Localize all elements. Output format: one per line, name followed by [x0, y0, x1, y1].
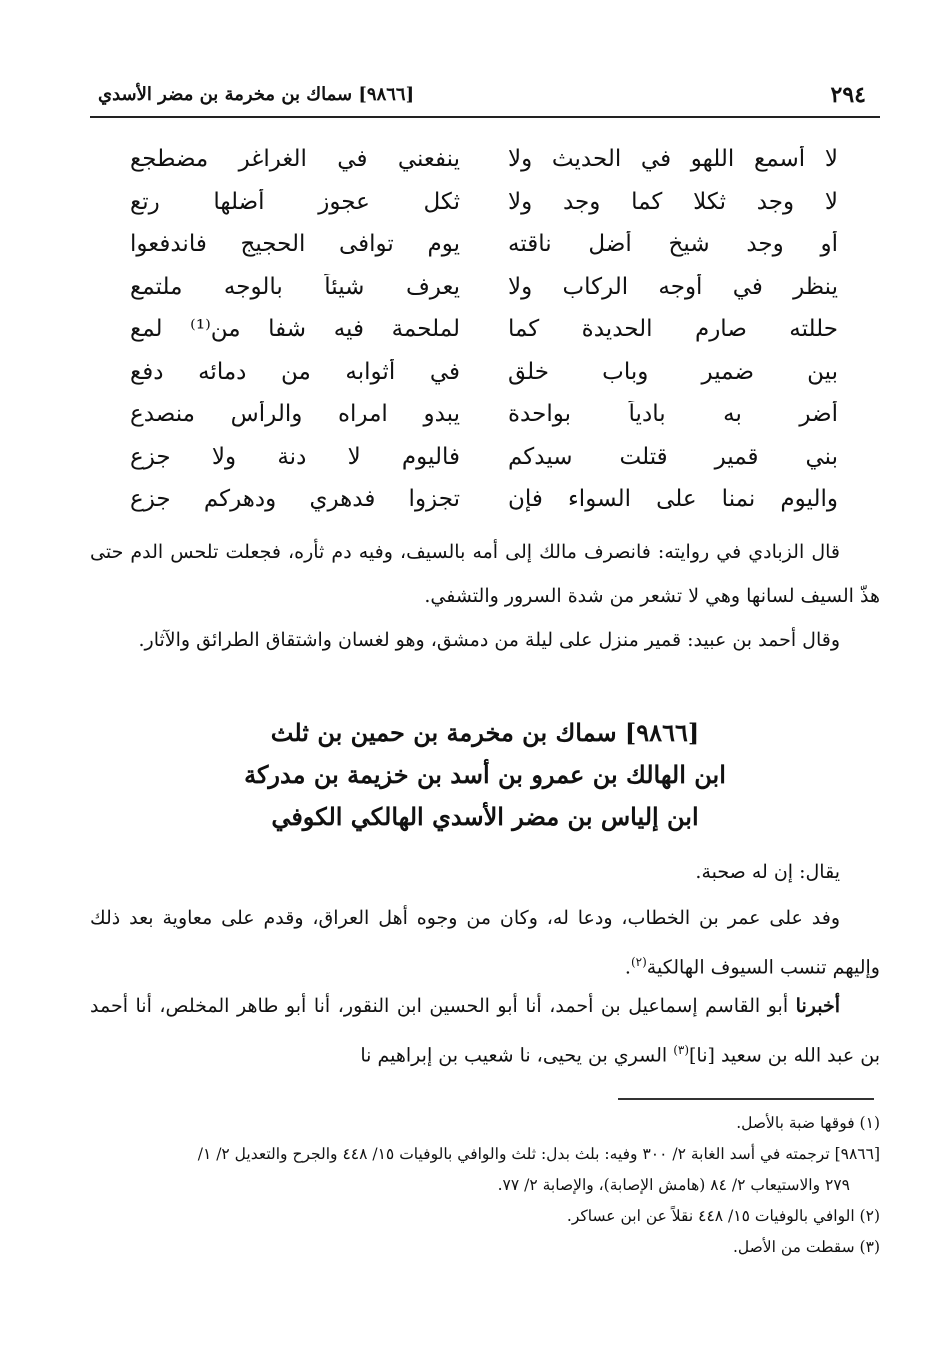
entry-biography-paragraph [90, 896, 880, 989]
verse-first-hemistich: حللته صارم الحديدة كما [508, 316, 838, 342]
verse-first-hemistich: لا أسمع اللهو في الحديث ولا [508, 146, 838, 172]
page-number: ٢٩٤ [830, 82, 866, 108]
verse-first-hemistich: بين ضمير وباب خلق [508, 358, 838, 385]
entry-heading-line: [٩٨٦٦] سماك بن مخرمة بن حمين بن ثلث [270, 718, 700, 747]
verse-second-hemistich: تجزوا فدهري ودهركم جزع [130, 486, 460, 512]
poem-verse [130, 274, 838, 317]
poem-verse [130, 146, 838, 189]
verse-first-hemistich: أضر به بادياً بواحدة [508, 401, 838, 427]
entry-heading-line: ابن الهالك بن عمرو بن أسد بن خزيمة بن مدركة [244, 760, 726, 789]
isnad-end: السري بن يحيى، نا شعيب بن إبراهيم نا [360, 1044, 674, 1067]
footnote-3: (٣) سقطت من الأصل. [732, 1238, 880, 1256]
poem-verse [130, 316, 838, 359]
poem-verse [130, 359, 838, 402]
isnad-text: أبو القاسم إسماعيل بن أحمد، أنا أبو الحسين ابن النقور، أنا أبو طاهر المخلص، أنا أحمد بن عبد الله بن سعيد [نا] [90, 995, 880, 1067]
header-rule [90, 116, 880, 118]
verse-first-hemistich: لا وجد ثكلا كما وجد ولا [508, 188, 838, 215]
verse-first-hemistich: بني قمير قتلت سيدكم [508, 443, 838, 470]
poem-verse [130, 486, 838, 529]
entry-heading [90, 712, 880, 838]
paragraph-ahmad-bin-ubaid: وقال أحمد بن عبيد: قمير منزل على ليلة من دمشق، وهو لغسان واشتقاق الطرائق والآثار. [138, 629, 840, 651]
running-title: [٩٨٦٦] سماك بن مخرمة بن مضر الأسدي [98, 84, 415, 105]
entry-isnad-paragraph [90, 984, 880, 1077]
verse-second-hemistich: لملحمة فيه شفا من⁽¹⁾ لمع [130, 316, 460, 342]
verse-second-hemistich: يبدو امراه والرأس منصدع [130, 401, 460, 427]
verse-second-hemistich: يعرف شيئاً بالوجه ملتمع [130, 273, 460, 300]
verse-second-hemistich: ثكل عجوز أضلها رتع [130, 188, 460, 215]
footnote-marker: (٣) [673, 1043, 690, 1057]
verse-first-hemistich: واليوم نمنا على السواء فإن [508, 486, 838, 512]
biography-text: وفد على عمر بن الخطاب، ودعا له، وكان من وجوه أهل العراق، وقدم على معاوية بعد ذلك وإليهم تنسب السيوف الهالكية [90, 907, 880, 979]
paragraph-zubadi: قال الزبادي في روايته: فانصرف مالك إلى أمه بالسيف، وفيه دم ثأره، فجعلت تلحس الدم حتى هذّ السيف لسانها وهي لا تشعر من شدة السرور والتشفي. [90, 541, 880, 607]
footnote-1: (١) فوقها ضبة بالأصل. [736, 1114, 880, 1132]
footnote-entry-sources: [٩٨٦٦] ترجمته في أسد الغابة ٢/ ٣٠٠ وفيه: بلث بدل: ثلث والوافي بالوفيات ١٥/ ٤٤٨ والجرح والتعديل ٢/ ١/ [197, 1145, 880, 1163]
footnotes [90, 1108, 880, 1263]
verse-second-hemistich: فاليوم لا دنة ولا جزع [130, 443, 460, 470]
verse-second-hemistich: ينفعني في الغراغر مضطجع [130, 146, 460, 172]
entry-companionship-note: يقال: إن له صحبة. [695, 861, 840, 883]
poem-verse [130, 231, 838, 274]
verse-first-hemistich: ينظر في أوجه الركاب ولا [508, 273, 838, 300]
biography-end: . [624, 956, 631, 979]
poem-verse [130, 401, 838, 444]
verse-second-hemistich: يوم توافى الحجيج فاندفعوا [130, 231, 460, 257]
entry-heading-line: ابن إلياس بن مضر الأسدي الهالكي الكوفي [271, 802, 699, 831]
footnote-marker: (٢) [630, 955, 647, 969]
akhbarana-keyword: أخبرنا [795, 995, 840, 1017]
footnote-2: (٢) الوافي بالوفيات ١٥/ ٤٤٨ نقلاً عن ابن عساكر. [566, 1207, 880, 1225]
footnote-entry-sources-cont: ٢٧٩ والاستيعاب ٢/ ٨٤ (هامش الإصابة)، والإصابة ٢/ ٧٧. [497, 1176, 850, 1194]
page-header [90, 78, 880, 118]
footnote-rule [618, 1098, 874, 1100]
poem [130, 146, 838, 529]
verse-second-hemistich: في أثوابه من دمائه دفع [130, 358, 460, 385]
poem-verse [130, 444, 838, 487]
verse-first-hemistich: أو وجد شيخ أضل ناقته [508, 231, 838, 257]
poem-verse [130, 189, 838, 232]
